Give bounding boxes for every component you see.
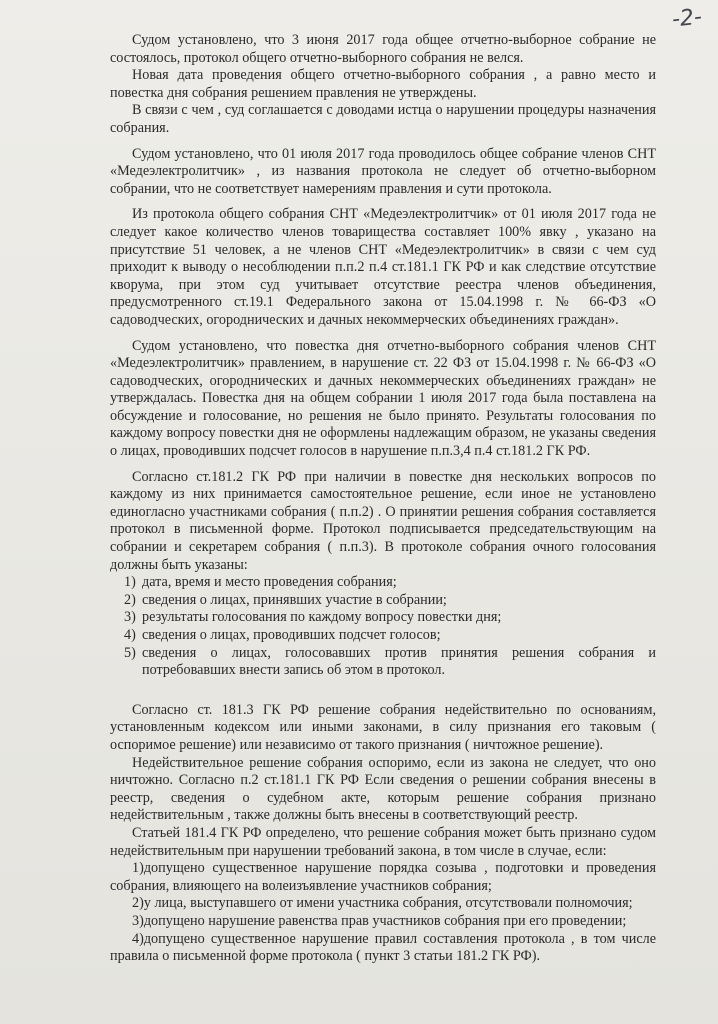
paragraph: Новая дата проведения общего отчетно-выборного собрания , а равно место и повестка дня собрания решением правления не утверждены. (110, 67, 656, 101)
list-item: 5) сведения о лицах, голосовавших против принятия решения собрания и потребовавших внести запись об этом в протокол. (124, 644, 656, 679)
protocol-requirements-list (110, 574, 656, 680)
paragraph: Согласно ст. 181.3 ГК РФ решение собрания недействительно по основаниям, установленным кодексом или иными законами, в силу признания его таковым ( оспоримое решение) или независимо от такого признания ( ничтожное решение). (110, 701, 656, 753)
invalidity-ground-item: 3)допущено нарушение равенства прав участников собрания при его проведении; (132, 912, 627, 929)
list-item: 4) сведения о лицах, проводивших подсчет голосов; (124, 627, 441, 643)
invalidity-ground-item: 1)допущено существенное нарушение порядка созыва , подготовки и проведения собрания, влияющего на волеизъявление участников собрания; (110, 860, 656, 894)
paragraph: Согласно ст.181.2 ГК РФ при наличии в повестке дня нескольких вопросов по каждому из них принимается самостоятельное решение, если иное не установлено единогласно участниками собрания ( п.п.2) . О принятии решения собрания составляется протокол в письменной форме. Протокол подписывается председательствующим на собрании и секретарем собрания ( п.п.3). В протоколе собрания очного голосования должны быть указаны: (110, 468, 656, 573)
invalidity-ground-item: 4)допущено существенное нарушение правил составления протокола , в том числе правила о письменной форме протокола ( пункт 3 статьи 181.2 ГК РФ). (110, 930, 656, 965)
list-item: 3) результаты голосования по каждому вопросу повестки дня; (124, 609, 502, 626)
paragraph: Недействительное решение собрания оспоримо, если из закона не следует, что оно ничтожно. Согласно п.2 ст.181.1 ГК РФ Если сведения о решении собрания внесены в реестр, сведения о судебном акте, которым решение собрания признано недействительным , также должны быть внесены в соответствующий реестр. (110, 754, 656, 824)
list-item: 2) сведения о лицах, принявших участие в собрании; (124, 591, 447, 608)
page-number: -2- (670, 4, 704, 33)
paragraph: Судом установлено, что 01 июля 2017 года проводилось общее собрание членов СНТ «Медеэлектролитчик» , из названия протокола не следует об отчетно-выборном собрании, что не соответствует намерениям правления и сути протокола. (110, 145, 656, 197)
paragraph: Судом установлено, что 3 июня 2017 года общее отчетно-выборное собрание не состоялось, протокол общего отчетно-выборного собрания не велся. (110, 32, 656, 66)
paragraph: Из протокола общего собрания СНТ «Медеэлектролитчик» от 01 июля 2017 года не следует какое количество членов товарищества составляет 100% явку , указано на присутствие 51 человек, а не членов СНТ «Медеэлектролитчик» в связи с чем суд приходит к выводу о несоблюдении п.п.2 п.4 ст.181.1 ГК РФ и как следствие отсутствие кворума, при этом суд учитывает отсутствие реестра членов объединения, предусмотренного ст.19.1 Федерального закона от 15.04.1998 г. № 66-ФЗ «О садоводческих, огороднических и дачных некоммерческих объединениях граждан». (110, 206, 656, 328)
invalidity-ground-item: 2)у лица, выступавшего от имени участника собрания, отсутствовали полномочия; (132, 895, 633, 912)
document-body (110, 32, 656, 966)
list-item: 1) дата, время и место проведения собрания; (124, 574, 397, 591)
paragraph: Судом установлено, что повестка дня отчетно-выборного собрания членов СНТ «Медеэлектролитчик» правлением, в нарушение ст. 22 ФЗ от 15.04.1998 г. № 66-ФЗ «О садоводческих, огороднических и дачных некоммерческих объединениях граждан» не утверждалась. Повестка дня на общем собрании 1 июля 2017 года была поставлена на обсуждение и голосование, но решения не было принято. Результаты голосования по каждому вопросу повестки дня не оформлены надлежащим образом, не указаны сведения о лицах, проводивших подсчет голосов в нарушение п.п.3,4 п.4 ст.181.2 ГК РФ. (110, 337, 656, 460)
paragraph: В связи с чем , суд соглашается с доводами истца о нарушении процедуры назначения собрания. (110, 102, 656, 136)
paragraph: Статьей 181.4 ГК РФ определено, что решение собрания может быть признано судом недействительным при нарушении требований закона, в том числе в случае, если: (110, 824, 656, 859)
